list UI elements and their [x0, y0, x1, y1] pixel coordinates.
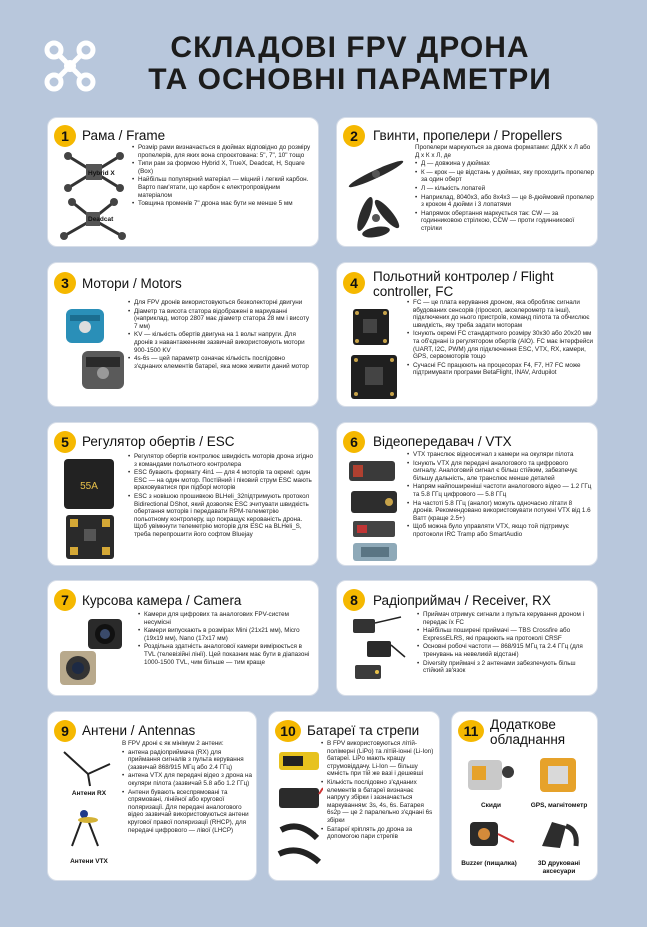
battery-image: [275, 744, 323, 874]
card-title: Курсова камера / Camera: [82, 593, 242, 608]
card-vtx-text: [407, 451, 593, 540]
card-antennas-text: [122, 740, 254, 835]
gps-module-image: [532, 752, 588, 798]
card-motors-text: [128, 299, 314, 371]
card-number: 10: [275, 720, 301, 742]
printed-accessories-caption: 3D друковані аксесуари: [537, 860, 581, 875]
motor-image: [58, 303, 130, 393]
list-item: • антена радіоприймача (RX) для приймання сигналів з пульта керування (зазвичай 868/915 МГц або 2.4 ГГц): [122, 749, 254, 772]
list-item: • Кількість послідовно з'єднаних елементів в батареї визначає напругу збірки і зазначається маркуванням: 3s, 4s, 6s. Батарея 6s2p — це 2 паралельно з'єднані 6s збірки: [321, 779, 437, 825]
list-item: • Щоб можна було управляти VTX, якщо той підтримує протоколи IRC Tramp або SmartAudio: [407, 523, 593, 538]
gps-caption: GPS, магнітометр: [530, 802, 588, 809]
list-item: • Камери для цифрових та аналогових FPV-систем несумісні: [138, 611, 314, 626]
frame-caption-hybrid: Hybrid X: [88, 170, 115, 177]
card-number: 3: [54, 272, 76, 294]
flight-controller-image: [345, 305, 405, 401]
card-propellers: [336, 117, 598, 247]
card-flight-controller: [336, 262, 598, 407]
frame-caption-deadcat: Deadcat: [88, 216, 114, 223]
list-item: • Сучасні FC працюють на процесорах F4, F7, H7 FC може підтримувати програми BetaFlight, INAV, Ardupilot: [407, 362, 593, 377]
list-item: • Батареї кріплять до дрона за допомогою пари стрепів: [321, 826, 437, 841]
list-item: • Напрямок обертання маркується так: CW — за годинниковою стрілкою, CCW — проти годинникової стрілки: [415, 210, 595, 233]
card-number: 1: [54, 125, 76, 147]
card-title: Антени / Antennas: [82, 723, 196, 738]
list-item: • Існують VTX для передачі аналогового та цифрового сигналу. Аналоговий сигнал є більш стійким, забезпечує більшу дальність, але транслює менше деталей: [407, 460, 593, 483]
card-number: 9: [54, 720, 76, 742]
intro-text: В FPV дроні є як мінімум 2 антени:: [122, 740, 224, 747]
receiver-image: [347, 613, 409, 693]
drop-system-image: [460, 752, 518, 798]
card-number: 4: [343, 272, 365, 294]
card-batteries: [268, 711, 440, 881]
list-item: • Існують окремі FC стандартного розміру 30x30 або 20x20 мм та об'єднані із регулятором обертів (AIO). FC має інтерфейси (UART, I2C, PWM) для підключення ESC, VTX, RX, камери, GPS, сервомоторів тощо: [407, 330, 593, 360]
list-item: • Типи рам за формою Hybrid X, TrueX, Deadcat, H, Square (Box): [132, 160, 314, 175]
card-receiver: [336, 580, 598, 696]
svg-text:55A: 55A: [80, 481, 98, 492]
list-item: • К — крок — це відстань у дюймах, яку проходить пропелер за один оберт: [415, 169, 595, 184]
list-item: • Антени бувають всеспрямовані та спрямовані, лінійної або кругової поляризації. Для передачі аналогового відео зазвичай використовуються антени кругової правої поляризації (RHCP), для передачі цифрового — лівої (LHCP): [122, 789, 254, 835]
card-title: Додаткове обладнання: [490, 717, 566, 747]
vtx-image: [343, 455, 405, 563]
antenna-vtx-image: [58, 806, 118, 850]
card-batteries-text: [321, 740, 437, 842]
list-item: • KV — кількість обертів двигуна на 1 вольт напруги. Для дронів з навантаженням зазвичай використовують мотори 900-1500 KV: [128, 331, 314, 354]
list-item: • 4s-6s — цей параметр означає кількість послідовно з'єднаних елементів батареї, яка може живити даний мотор: [128, 355, 314, 370]
buzzer-caption: Buzzer (пищалка): [461, 860, 517, 867]
list-item: • Товщина променів 7" дрона має бути не менше 5 мм: [132, 200, 314, 208]
card-propellers-text: [415, 144, 595, 234]
list-item: • Напрям найпоширеніші частоти аналогового відео — 1.2 ГГц та 5.8 ГГц цифрового — 5.8 ГГц: [407, 483, 593, 498]
card-frame: [47, 117, 319, 247]
card-esc-text: [128, 453, 314, 540]
list-item: • Л — кількість лопатей: [415, 185, 595, 193]
card-title: Відеопередавач / VTX: [373, 434, 512, 449]
card-vtx: [336, 422, 598, 566]
card-title: Мотори / Motors: [82, 276, 182, 291]
card-motors: [47, 262, 319, 407]
page-title: СКЛАДОВІ FPV ДРОНА ТА ОСНОВНІ ПАРАМЕТРИ: [148, 31, 552, 96]
list-item: • Найбільш поширені приймачі — TBS Crossfire або ExpressELRS, які працюють на протоколі CRSF: [417, 627, 593, 642]
card-title: Рама / Frame: [82, 128, 166, 143]
card-camera: [47, 580, 319, 696]
list-item: • ESC бувають формату 4in1 — для 4 моторів та окремі: один ESC — на один мотор. Постійний і піковий струм ESC мають враховуватися при підборі моторів: [128, 469, 314, 492]
card-number: 2: [343, 125, 365, 147]
card-number: 8: [343, 589, 365, 611]
card-number: 11: [458, 720, 484, 742]
list-item: • VTX транслює відеосигнал з камери на окуляри пілота: [407, 451, 593, 459]
card-frame-text: [132, 144, 314, 209]
list-item: • Камери випускають в розмірах Mini (21x21 мм), Micro (19x19 мм), Nano (17x17 мм): [138, 627, 314, 642]
list-item: • FC — це плата керування дроном, яка обробляє сигнали вбудованих сенсорів (гіроскоп, акселерометр та інші), підключених до нього пристроїв, команд пілота та обчислює швидкість, яку треба задати моторам: [407, 299, 593, 329]
card-number: 7: [54, 589, 76, 611]
buzzer-image: [460, 812, 518, 856]
list-item: • Наприклад, 8040x3, або 8x4x3 — це 8-дюймовий пропелер з кроком 4 дюйми і 3 лопатями: [415, 194, 595, 209]
card-title: Польотний контролер / Flight controller, FC: [373, 269, 554, 299]
printed-accessories-image: [532, 812, 588, 856]
antenna-vtx-caption: Антени VTX: [70, 858, 108, 865]
drone-logo-icon: [44, 40, 96, 92]
list-item: • ESC з новішою прошивкою BLHeli_32підтримують протокол Bidirectional DShot, який дозволяє ESC зчитувати швидкість обертання моторів і передавати RPM-телеметрію польотному контролеру, що покращує керованість дрона. Щоб увімкнути телеметрію моторів для ESC на BLHeli_S, треба перепрошити його софтом Bluejay: [128, 493, 314, 539]
card-title: Регулятор обертів / ESC: [82, 434, 235, 449]
list-item: • Основні робочі частоти — 868/915 МГц та 2.4 ГГц (для тренувань на невеликій відстані): [417, 643, 593, 658]
antenna-rx-caption: Антени RX: [71, 790, 107, 797]
list-item: • Д — довжина у дюймах: [415, 160, 595, 168]
list-item: • Розмір рами визначається в дюймах відповідно до розміру пропелерів, для яких вона спроєктована: 5", 7", 10" тощо: [132, 144, 314, 159]
drop-system-caption: Скиди: [480, 802, 502, 809]
list-item: • Для FPV дронів використовуються безколекторні двигуни: [128, 299, 314, 307]
list-item: • Найбільш популярний матеріал — міцний і легкий карбон. Варто пам'ятати, що карбон є електропровідним матеріалом: [132, 176, 314, 199]
card-fc-text: [407, 299, 593, 378]
card-title: Радіоприймач / Receiver, RX: [373, 593, 551, 608]
esc-image: [58, 457, 124, 561]
list-item: • антена VTX для передачі відео з дрона на окуляри пілота (зазвичай 5.8 або 1.2 ГГц): [122, 772, 254, 787]
list-item: • Diversity приймачі з 2 антенами забезпечують більш стійкий зв'язок: [417, 660, 593, 675]
card-extra-equipment: [451, 711, 598, 881]
list-item: • Приймач отримує сигнали з пульта керування дроном і передає їх FC: [417, 611, 593, 626]
list-item: • Роздільна здатність аналогової камери вимірюється в TVL (телевізійні лінії). Цей показник має бути в діапазоні 1000-1500 TVL, чим більше — тим краще: [138, 643, 314, 666]
card-title: Батареї та стрепи: [307, 723, 420, 738]
card-title: Гвинти, пропелери / Propellers: [373, 128, 563, 143]
camera-image: [54, 615, 130, 695]
propeller-image: [343, 152, 409, 242]
list-item: • В FPV використовуються літій-полімерні (LiPo) та літій-іонні (Li-Ion) батареї. LiPo мають кращу струмовіддачу. Li-Ion — більшу ємність при тій же вазі і дешевші: [321, 740, 437, 778]
card-antennas: [47, 711, 257, 881]
list-item: • На частоті 5.8 ГГц (аналог) можуть одночасно літати 8 дронів. Рекомендовано використовувати потужні VTX від 1.6 Ватт (краще 2.5+): [407, 500, 593, 523]
antenna-rx-image: [58, 744, 118, 788]
card-number: 6: [343, 431, 365, 453]
list-item: • Діаметр та висота статора відображені в маркуванні (наприклад, мотор 2807 має діаметр статора 28 мм і висоту 7 мм): [128, 308, 314, 331]
card-camera-text: [138, 611, 314, 667]
card-receiver-text: [417, 611, 593, 676]
list-item: • Регулятор обертів контролює швидкість моторів дрона згідно з командами польотного контролера: [128, 453, 314, 468]
card-esc: [47, 422, 319, 566]
card-number: 5: [54, 431, 76, 453]
intro-text: Пропелери маркуються за двома форматами: ДДКК х Л або Д х К х Л, де: [415, 144, 591, 159]
